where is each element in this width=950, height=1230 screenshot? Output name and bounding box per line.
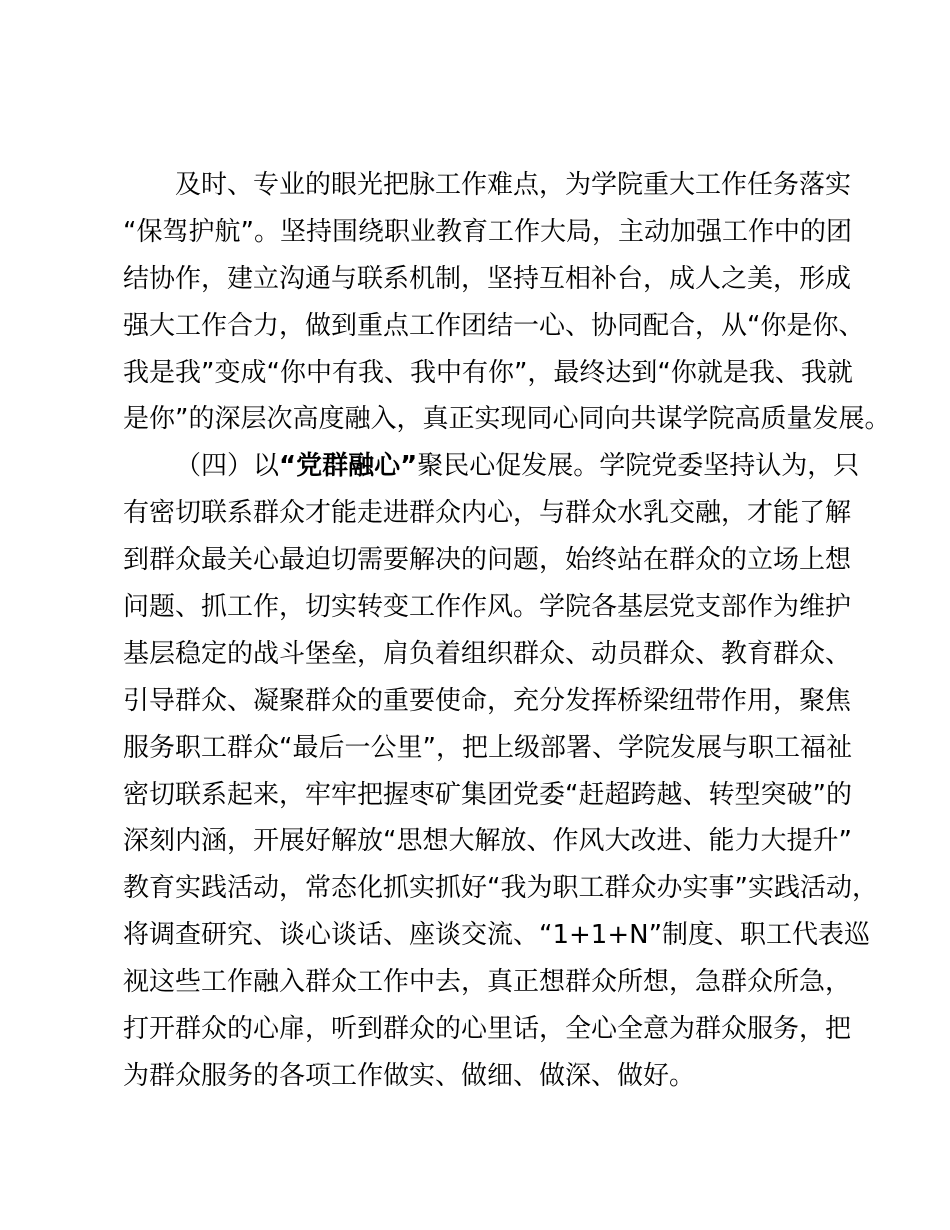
text-line: 结协作，建立沟通与联系机制，坚持互相补台，成人之美，形成 bbox=[123, 263, 852, 294]
text-line: 基层稳定的战斗堡垒，肩负着组织群众、动员群众、教育群众、 bbox=[123, 638, 852, 669]
text-line: 为群众服务的各项工作做实、做细、做深、做好。 bbox=[123, 1060, 696, 1091]
text-line: 问题、抓工作，切实转变工作作风。学院各基层党支部作为维护 bbox=[123, 592, 852, 623]
heading-rest: 聚民心促发展。学院党委坚持认为，只 bbox=[417, 451, 860, 482]
text-line: 我是我”变成“你中有我、我中有你”，最终达到“你就是我、我就 bbox=[123, 357, 853, 388]
text-line: 及时、专业的眼光把脉工作难点，为学院重大工作任务落实 bbox=[175, 170, 852, 200]
text-line: 强大工作合力，做到重点工作团结一心、协同配合，从“你是你、 bbox=[123, 310, 865, 341]
text-line: 视这些工作融入群众工作中去，真正想群众所想，急群众所急， bbox=[123, 967, 852, 998]
paragraph-2 bbox=[123, 443, 878, 1099]
text-line: 将调查研究、谈心谈话、座谈交流、“1+1+N”制度、职工代表巡 bbox=[123, 920, 871, 951]
text-line: 打开群众的心扉，听到群众的心里话，全心全意为群众服务，把 bbox=[123, 1014, 852, 1045]
document-page bbox=[123, 162, 891, 1100]
section-heading-line bbox=[123, 443, 860, 490]
text-line: 引导群众、凝聚群众的重要使命，充分发挥桥梁纽带作用，聚焦 bbox=[123, 685, 852, 716]
heading-prefix: （四）以 bbox=[175, 451, 280, 482]
text-line: 密切联系起来，牢牢把握枣矿集团党委“赶超跨越、转型突破”的 bbox=[123, 779, 852, 810]
text-line: 有密切联系群众才能走进群众内心，与群众水乳交融，才能了解 bbox=[123, 498, 852, 529]
paragraph-1 bbox=[123, 162, 891, 443]
text-line: 服务职工群众“最后一公里”，把上级部署、学院发展与职工福祉 bbox=[123, 732, 852, 763]
text-line: 是你”的深层次高度融入，真正实现同心同向共谋学院高质量发展。 bbox=[123, 404, 891, 435]
text-line: 教育实践活动，常态化抓实抓好“我为职工群众办实事”实践活动， bbox=[123, 873, 878, 904]
text-line: 深刻内涵，开展好解放“思想大解放、作风大改进、能力大提升” bbox=[123, 826, 852, 857]
text-line: “保驾护航”。坚持围绕职业教育工作大局，主动加强工作中的团 bbox=[123, 216, 852, 247]
text-line: 到群众最关心最迫切需要解决的问题，始终站在群众的立场上想 bbox=[123, 545, 852, 576]
heading-bold-phrase: “党群融心” bbox=[279, 451, 418, 482]
